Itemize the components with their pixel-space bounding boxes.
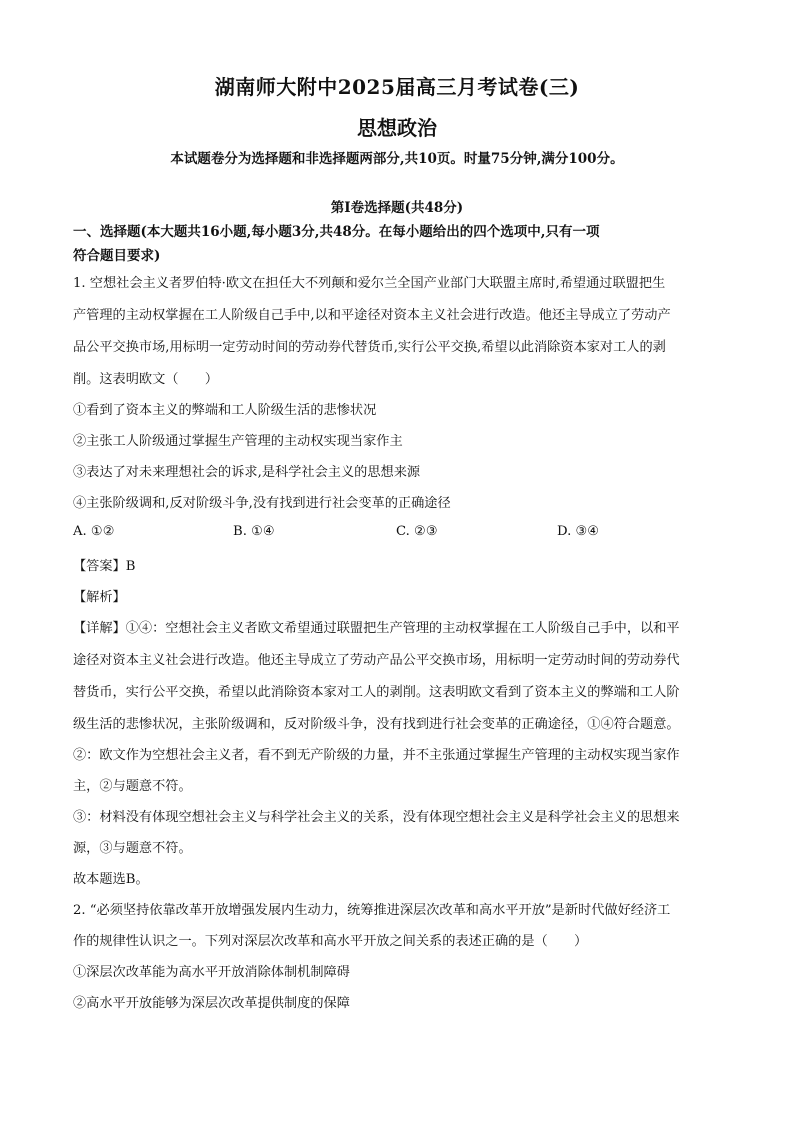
q1-option-b: B. ①④ bbox=[233, 524, 275, 539]
q1-detail-line: 【详解】①④：空想社会主义者欧文希望通过联盟把生产管理的主动权掌握在工人阶级自己手中，以和平 bbox=[73, 621, 680, 636]
q1-detail-line: ②：欧文作为空想社会主义者，看不到无产阶级的力量，并不主张通过掌握生产管理的主动权实现当家作 bbox=[73, 748, 680, 763]
instructions-line-2: 符合题目要求) bbox=[73, 248, 161, 264]
q1-statement: ②主张工人阶级通过掌握生产管理的主动权实现当家作主 bbox=[73, 434, 403, 449]
q2-statement: ②高水平开放能够为深层次改革提供制度的保障 bbox=[73, 996, 350, 1011]
q2-statement: ①深层次改革能为高水平开放消除体制机制障碍 bbox=[73, 965, 350, 980]
q1-option-a: A. ①② bbox=[73, 524, 115, 539]
q1-stem-line: 产管理的主动权掌握在工人阶级自己手中,以和平途径对资本主义社会进行改造。他还主导成立了劳动产 bbox=[73, 308, 671, 323]
q1-analysis-label: 【解析】 bbox=[73, 590, 126, 605]
section-title: 第Ⅰ卷选择题(共48分) bbox=[330, 200, 464, 216]
q1-detail-line: ③：材料没有体现空想社会主义与科学社会主义的关系，没有体现空想社会主义是科学社会主义的思想来 bbox=[73, 810, 680, 825]
exam-title: 湖南师大附中2025届高三月考试卷(三) bbox=[214, 75, 580, 99]
q1-answer: 【答案】B bbox=[73, 559, 136, 574]
q2-stem-line: 2. “必须坚持依靠改革开放增强发展内生动力，统筹推进深层次改革和高水平开放”是新时代做好经济工 bbox=[73, 903, 671, 918]
q1-statement: ④主张阶级调和,反对阶级斗争,没有找到进行社会变革的正确途径 bbox=[73, 496, 451, 511]
q1-stem-line: 品公平交换市场,用标明一定劳动时间的劳动券代替货币,实行公平交换,希望以此消除资本家对工人的剥 bbox=[73, 340, 666, 355]
q2-stem-line: 作的规律性认识之一。下列对深层次改革和高水平开放之间关系的表述正确的是（ ） bbox=[73, 934, 588, 949]
q1-option-c: C. ②③ bbox=[396, 524, 438, 539]
q1-statement: ①看到了资本主义的弊端和工人阶级生活的悲惨状况 bbox=[73, 403, 377, 418]
q1-option-d: D. ③④ bbox=[557, 524, 600, 539]
q1-statement: ③表达了对未来理想社会的诉求,是科学社会主义的思想来源 bbox=[73, 465, 421, 480]
q1-detail-line: 源，③与题意不符。 bbox=[73, 841, 192, 856]
q1-detail-line: 级生活的悲惨状况，主张阶级调和，反对阶级斗争，没有找到进行社会变革的正确途径，①④符合题意。 bbox=[73, 717, 680, 732]
q1-stem-line: 削。这表明欧文（ ） bbox=[73, 372, 219, 387]
instructions-line-1: 一、选择题(本大题共16小题,每小题3分,共48分。在每小题给出的四个选项中,只有一项 bbox=[73, 224, 600, 240]
q1-stem-line: 1. 空想社会主义者罗伯特·欧文在担任大不列颠和爱尔兰全国产业部门大联盟主席时,希望通过联盟把生 bbox=[73, 276, 666, 291]
q1-detail-line: 故本题选B。 bbox=[73, 872, 149, 887]
subject-title: 思想政治 bbox=[357, 116, 437, 140]
exam-notice: 本试题卷分为选择题和非选择题两部分,共10页。时量75分钟,满分100分。 bbox=[170, 151, 624, 167]
q1-detail-line: 替货币，实行公平交换，希望以此消除资本家对工人的剥削。这表明欧文看到了资本主义的弊端和工人阶 bbox=[73, 685, 680, 700]
q1-detail-line: 主，②与题意不符。 bbox=[73, 779, 192, 794]
q1-detail-line: 途径对资本主义社会进行改造。他还主导成立了劳动产品公平交换市场，用标明一定劳动时间的劳动券代 bbox=[73, 653, 680, 668]
